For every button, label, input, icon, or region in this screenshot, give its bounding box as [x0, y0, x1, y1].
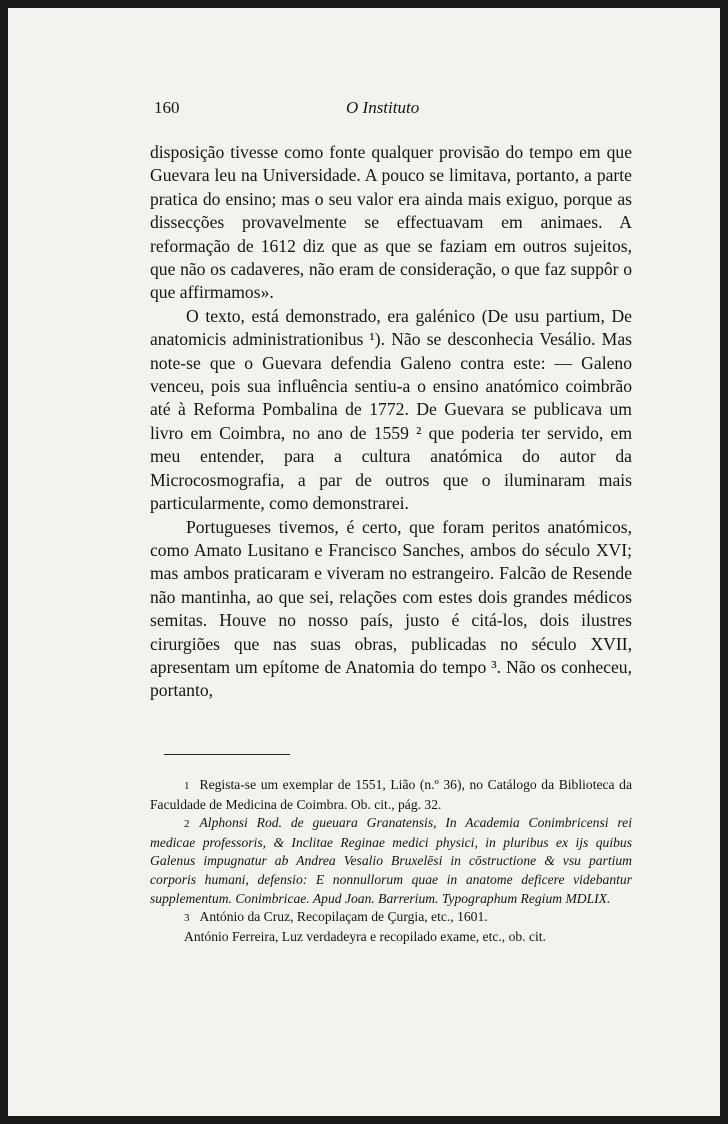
footnote-marker: 1: [184, 780, 190, 792]
footnote-2: [150, 814, 632, 908]
page-number: 160: [154, 98, 180, 117]
paragraph-3: Portugueses tivemos, é certo, que foram peritos anatómicos, como Amato Lusitano e Francisco Sanches, ambos do século XVI; mas ambos praticaram e viveram no estrangeiro. Falcão de Resende não mantinha, ao que sei, relações com estes dois grandes médicos semitas. Houve no nosso país, justo é citá-los, dois ilustres cirurgiões que nas suas obras, publicadas no século XVII, apresentam um epítome de Anatomia do tempo ³. Não os conheceu, portanto,: [150, 516, 632, 701]
footnote-separator: [164, 754, 290, 755]
footnotes: [150, 776, 632, 946]
page: [8, 8, 720, 1116]
running-title: O Instituto: [346, 98, 420, 117]
main-text: [150, 141, 632, 703]
footnote-text: Alphonsi Rod. de gueuara Granatensis, In Academia Conimbricensi rei medicae professoris, & Inclitae Reginae medici physici, in pluribus ex ijs quibus Galenus impugnatur ab Andrea Vesalio Bruxelēsi in cōstructione & vsu partium corporis humani, defensio: E nonnullorum quae in anatome deficere videbantur supplementum. Conimbricae. Apud Joan. Barrerium. Typographum Regium MDLIX.: [150, 815, 632, 906]
page-header: [8, 98, 720, 118]
paragraph-2: O texto, está demonstrado, era galénico (De usu partium, De anatomicis administrationibus ¹). Não se desconhecia Vesálio. Mas note-se que o Guevara defendia Galeno contra este: — Galeno venceu, pois sua influência sentiu-a o ensino anatómico coimbrão até à Reforma Pombalina de 1772. De Guevara se publicava um livro em Coimbra, no ano de 1559 ² que poderia ter servido, em meu entender, para a cultura anatómica do autor da Microcosmografia, a par de outros que o iluminaram mais particularmente, como demonstrarei.: [150, 305, 632, 514]
footnote-1: [150, 776, 632, 814]
footnote-3-continuation: António Ferreira, Luz verdadeyra e recopilado exame, etc., ob. cit.: [184, 928, 546, 944]
footnote-marker: 2: [184, 818, 190, 831]
footnote-marker: 3: [184, 912, 190, 925]
footnote-text: Regista-se um exemplar de 1551, Lião (n.º 36), no Catálogo da Biblioteca da Faculdade de Medicina de Coimbra. Ob. cit., pág. 32.: [150, 777, 632, 812]
footnote-text: António da Cruz, Recopilaçam de Çurgia, etc., 1601.: [199, 909, 488, 925]
paragraph-1: disposição tivesse como fonte qualquer provisão do tempo em que Guevara leu na Universidade. A pouco se limitava, portanto, a parte pratica do ensino; mas o seu valor era ainda mais exiguo, porque as dissecções provavelmente se effectuavam em animaes. A reformação de 1612 diz que as que se faziam em outros sujeitos, que não os cadaveres, não eram de consideração, o que faz suppôr o que affirmamos».: [150, 142, 632, 303]
footnote-3: [150, 908, 632, 928]
